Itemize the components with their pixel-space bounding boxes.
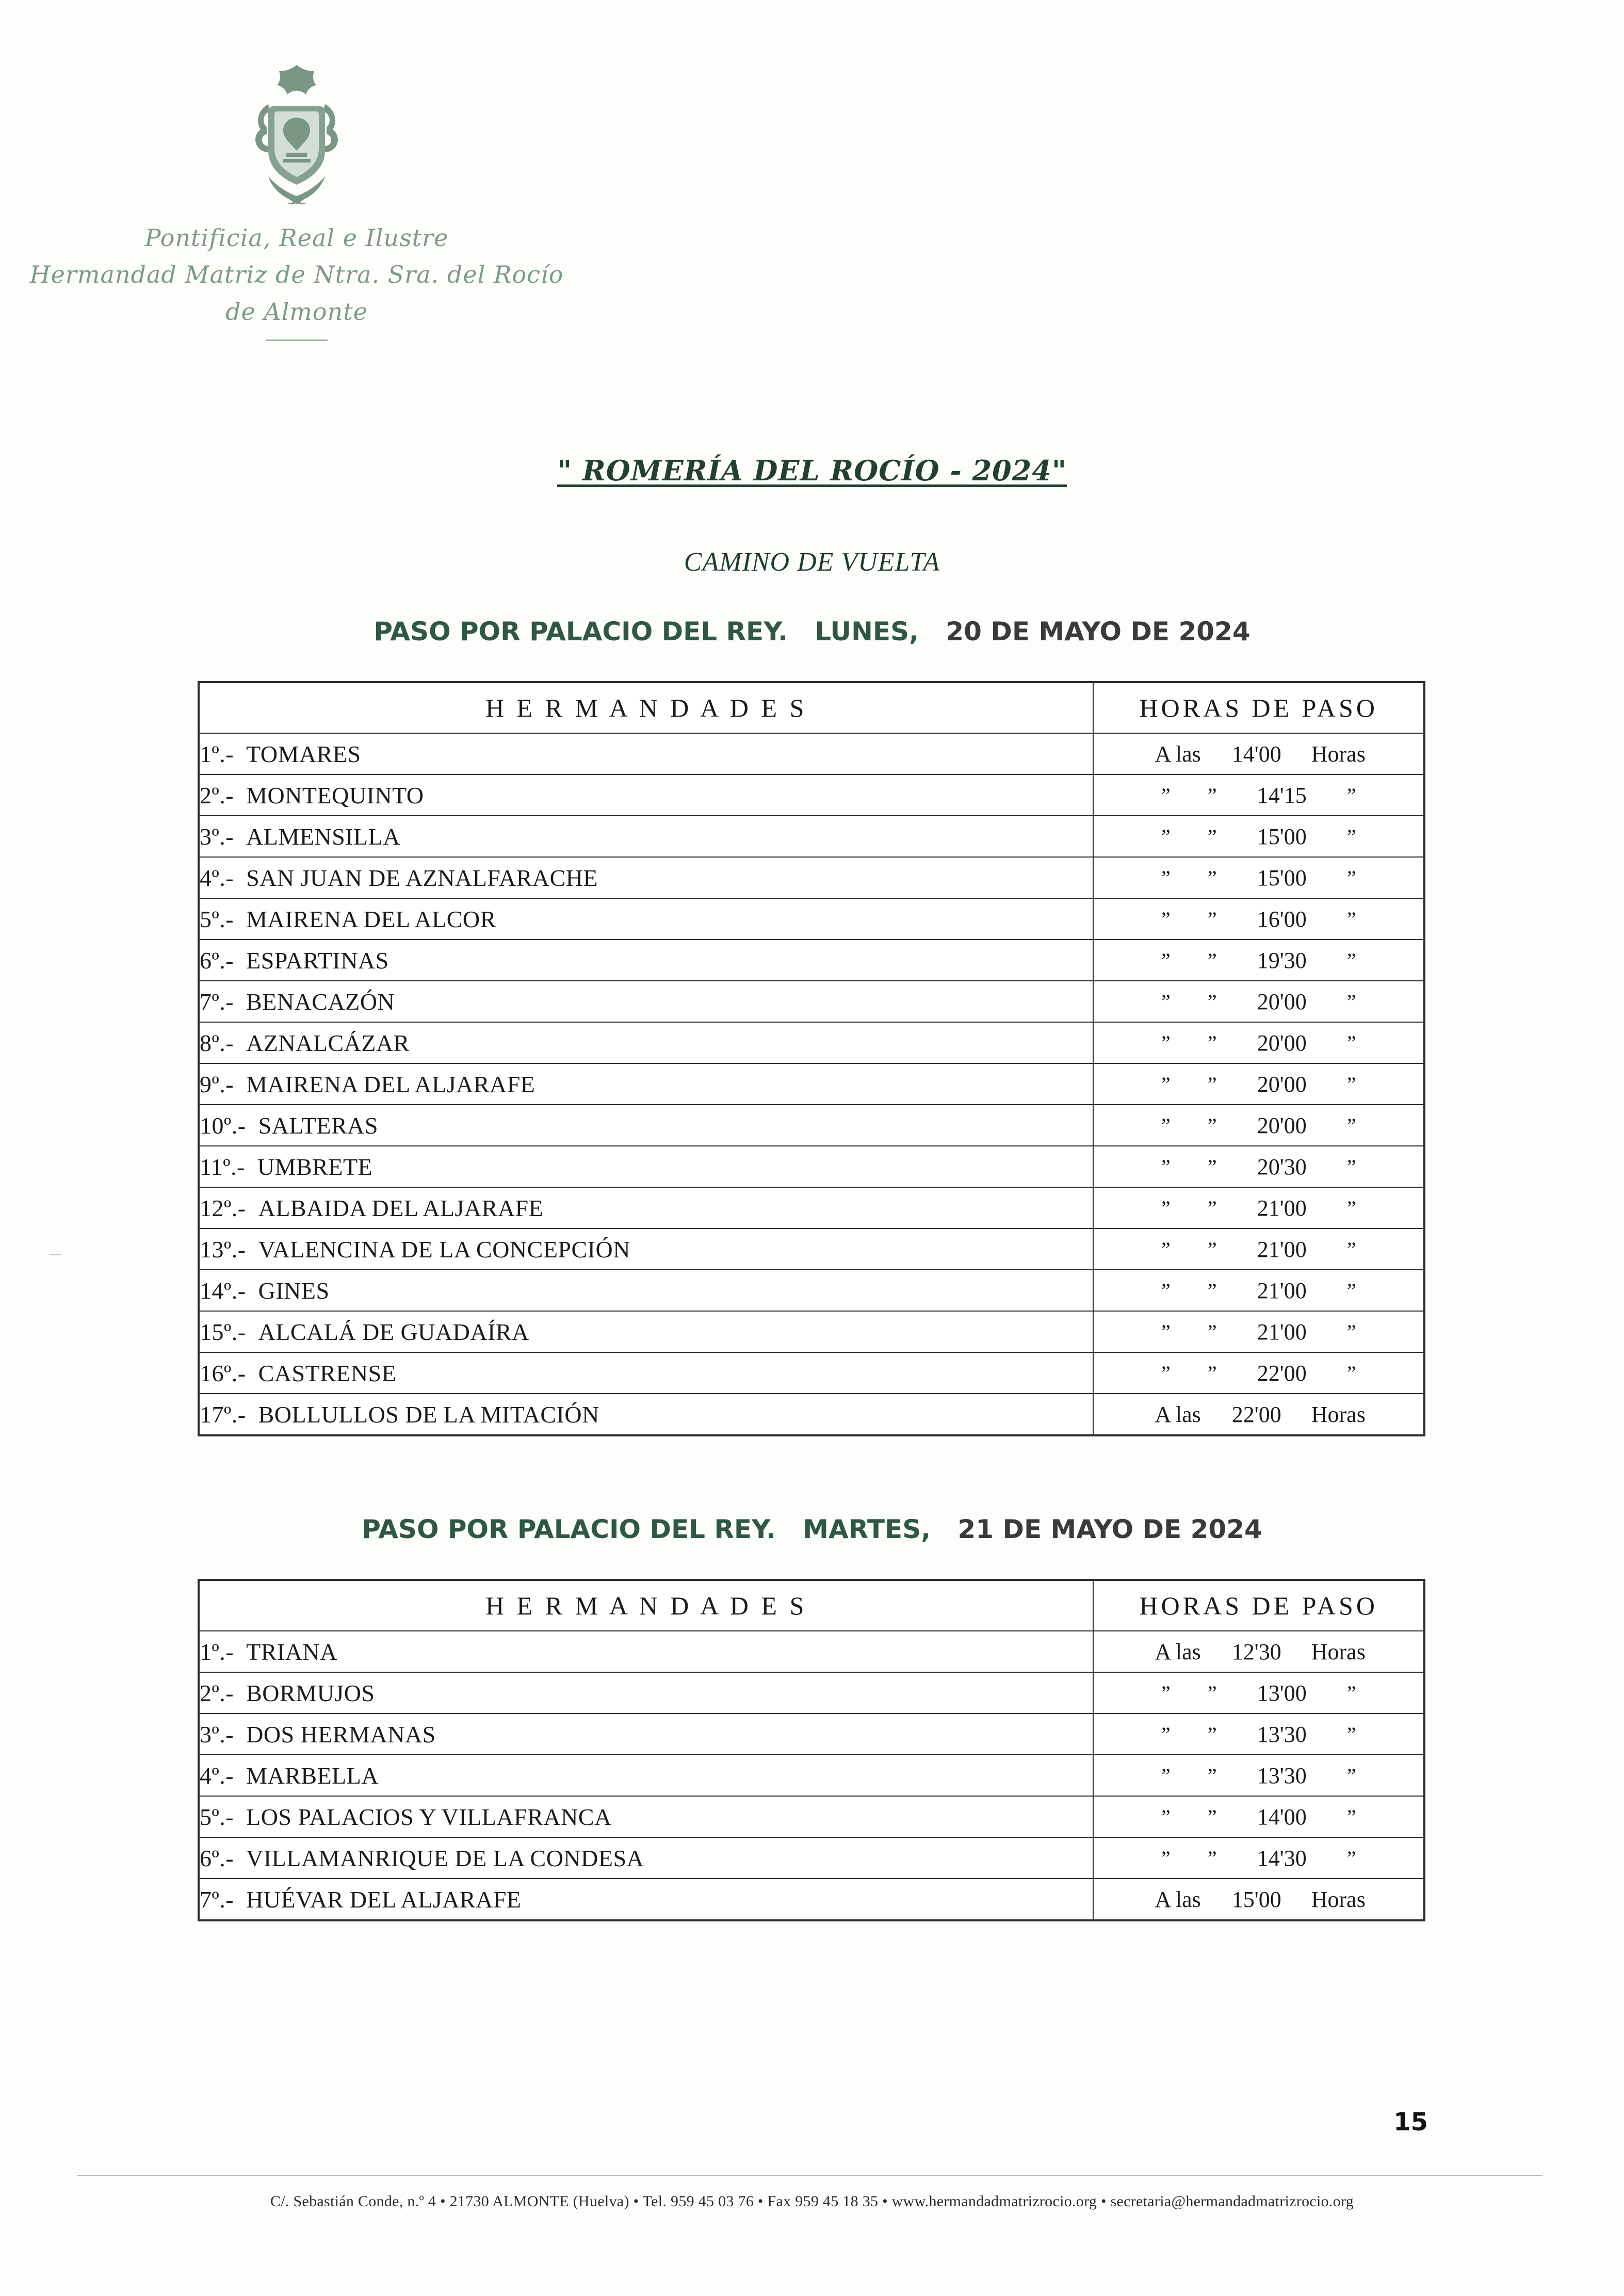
heraldic-crest-icon <box>237 57 356 206</box>
hora-suffix: ” <box>1346 1681 1356 1705</box>
section-heading-monday <box>0 617 1624 646</box>
hora-value: 15'00 <box>1257 865 1307 891</box>
table-header-row <box>199 1580 1424 1631</box>
section-heading-main-1: PASO POR PALACIO DEL REY. <box>362 1514 776 1544</box>
hora-suffix: ” <box>1346 1155 1356 1178</box>
row-name: SALTERAS <box>258 1112 378 1139</box>
hora-value: 21'00 <box>1257 1319 1307 1345</box>
hora-suffix: ” <box>1346 1361 1356 1385</box>
section-heading-main-0: PASO POR PALACIO DEL REY. <box>373 617 788 646</box>
hora-suffix: ” <box>1346 824 1356 848</box>
row-name: HUÉVAR DEL ALJARAFE <box>246 1886 522 1913</box>
hora-prefix: ” <box>1207 1764 1217 1787</box>
hora-prefix: ” <box>1207 1196 1217 1220</box>
cell-hermandad <box>199 1311 1093 1352</box>
cell-hermandad <box>199 1105 1093 1146</box>
hora-suffix: ” <box>1346 1072 1356 1096</box>
cell-hermandad <box>199 940 1093 981</box>
table-header-row <box>199 682 1424 733</box>
hora-suffix: ” <box>1346 907 1356 931</box>
hora-suffix: ” <box>1346 1805 1356 1829</box>
hora-value: 16'00 <box>1257 906 1307 932</box>
hora-value: 13'00 <box>1257 1680 1307 1706</box>
row-order: 5º.- <box>200 906 234 932</box>
table-row <box>199 857 1424 898</box>
cell-hermandad <box>199 1063 1093 1105</box>
row-name: MAIRENA DEL ALJARAFE <box>246 1071 535 1097</box>
row-name: MAIRENA DEL ALCOR <box>246 906 496 932</box>
hora-value: 22'00 <box>1257 1360 1307 1386</box>
table-row <box>199 898 1424 940</box>
hora-ditto-mark: ” <box>1161 990 1171 1013</box>
hora-suffix: ” <box>1346 1237 1356 1261</box>
row-name: MONTEQUINTO <box>246 782 424 809</box>
row-order: 15º.- <box>200 1318 246 1345</box>
cell-hora-paso <box>1093 1713 1424 1755</box>
hora-ditto-mark: ” <box>1161 1722 1171 1746</box>
hora-prefix: ” <box>1207 1237 1217 1261</box>
hora-prefix: ” <box>1207 907 1217 931</box>
cell-hora-paso <box>1093 1672 1424 1713</box>
row-order: 7º.- <box>200 1886 234 1913</box>
table-row <box>199 1755 1424 1796</box>
cell-hermandad <box>199 1270 1093 1311</box>
cell-hermandad <box>199 1228 1093 1270</box>
row-order: 4º.- <box>200 1762 234 1789</box>
row-order: 1º.- <box>200 1638 234 1665</box>
hora-suffix: ” <box>1346 1722 1356 1746</box>
scan-edge-mark <box>50 1254 61 1255</box>
hora-prefix: ” <box>1207 1722 1217 1746</box>
letterhead-line-1: Pontificia, Real e Ilustre <box>144 224 449 252</box>
hora-ditto-mark: ” <box>1161 1805 1171 1829</box>
hora-value: 14'00 <box>1231 741 1281 767</box>
table-row <box>199 1394 1424 1435</box>
letterhead-line-3: de Almonte <box>225 297 368 326</box>
row-order: 8º.- <box>200 1029 234 1056</box>
section-heading-date-0: 20 DE MAYO DE 2024 <box>946 617 1251 646</box>
column-header-hermandades: H E R M A N D A D E S <box>199 1580 1093 1631</box>
hora-value: 20'00 <box>1257 1112 1307 1138</box>
cell-hermandad <box>199 1187 1093 1228</box>
row-name: GINES <box>258 1277 330 1304</box>
footer-divider <box>77 2175 1542 2176</box>
row-order: 1º.- <box>200 740 234 767</box>
table-row <box>199 1146 1424 1187</box>
hora-suffix: ” <box>1346 1113 1356 1137</box>
footer-contact: C/. Sebastián Conde, n.º 4 • 21730 ALMONTE (Huelva) • Tel. 959 45 03 76 • Fax 959 45 18 35 • www.hermandadmatrizrocio.org • secretaria@hermandadmatrizrocio.org <box>270 2193 1354 2210</box>
row-name: CASTRENSE <box>258 1360 397 1386</box>
hora-suffix: ” <box>1346 1279 1356 1302</box>
hora-ditto-mark: ” <box>1161 1320 1171 1344</box>
hora-suffix: ” <box>1346 1846 1356 1870</box>
row-order: 12º.- <box>200 1194 246 1221</box>
hora-prefix: ” <box>1207 1320 1217 1344</box>
row-name: TRIANA <box>246 1638 337 1665</box>
letterhead <box>0 57 593 341</box>
schedule-table-monday <box>198 681 1425 1436</box>
cell-hermandad <box>199 1146 1093 1187</box>
hora-suffix: Horas <box>1311 1886 1366 1912</box>
hora-value: 20'00 <box>1257 1071 1307 1097</box>
table-row <box>199 1228 1424 1270</box>
row-order: 2º.- <box>200 1679 234 1706</box>
cell-hermandad <box>199 774 1093 816</box>
table-row <box>199 733 1424 774</box>
hora-ditto-mark: ” <box>1161 866 1171 890</box>
page-subtitle: CAMINO DE VUELTA <box>684 547 940 577</box>
hora-value: 14'30 <box>1257 1845 1307 1871</box>
hora-suffix: ” <box>1346 1320 1356 1344</box>
hora-ditto-mark: ” <box>1161 1196 1171 1220</box>
row-name: ALBAIDA DEL ALJARAFE <box>258 1194 544 1221</box>
row-order: 17º.- <box>200 1401 246 1428</box>
column-header-horas: HORAS DE PASO <box>1093 1580 1424 1631</box>
table-row <box>199 1311 1424 1352</box>
row-order: 6º.- <box>200 947 234 974</box>
cell-hermandad <box>199 1352 1093 1394</box>
cell-hermandad <box>199 733 1093 774</box>
hora-value: 21'00 <box>1257 1236 1307 1262</box>
letterhead-divider <box>266 339 328 341</box>
cell-hora-paso <box>1093 816 1424 857</box>
cell-hermandad <box>199 1755 1093 1796</box>
hora-ditto-mark: ” <box>1161 907 1171 931</box>
cell-hermandad <box>199 1631 1093 1672</box>
row-order: 16º.- <box>200 1360 246 1386</box>
table-row <box>199 1631 1424 1672</box>
table-row <box>199 1270 1424 1311</box>
section-heading-date-1: 21 DE MAYO DE 2024 <box>957 1514 1262 1544</box>
row-name: VILLAMANRIQUE DE LA CONDESA <box>246 1845 644 1871</box>
cell-hora-paso <box>1093 774 1424 816</box>
hora-prefix: ” <box>1207 1072 1217 1096</box>
hora-suffix: ” <box>1346 1031 1356 1055</box>
hora-prefix: ” <box>1207 1155 1217 1178</box>
cell-hora-paso <box>1093 898 1424 940</box>
hora-value: 20'00 <box>1257 1030 1307 1056</box>
hora-ditto-mark: ” <box>1161 1361 1171 1385</box>
hora-prefix: A las <box>1155 1639 1201 1664</box>
hora-value: 22'00 <box>1231 1401 1281 1427</box>
cell-hermandad <box>199 1879 1093 1920</box>
cell-hora-paso <box>1093 1187 1424 1228</box>
cell-hermandad <box>199 981 1093 1022</box>
cell-hora-paso <box>1093 1063 1424 1105</box>
table-row <box>199 1672 1424 1713</box>
hora-prefix: A las <box>1155 741 1201 767</box>
hora-ditto-mark: ” <box>1161 1237 1171 1261</box>
hora-suffix: Horas <box>1311 1639 1366 1664</box>
cell-hora-paso <box>1093 733 1424 774</box>
hora-ditto-mark: ” <box>1161 1072 1171 1096</box>
hora-ditto-mark: ” <box>1161 1681 1171 1705</box>
row-order: 3º.- <box>200 823 234 850</box>
row-order: 5º.- <box>200 1803 234 1830</box>
section-heading-tuesday <box>0 1514 1624 1544</box>
row-order: 3º.- <box>200 1721 234 1748</box>
cell-hora-paso <box>1093 1755 1424 1796</box>
hora-prefix: ” <box>1207 1805 1217 1829</box>
hora-suffix: ” <box>1346 1196 1356 1220</box>
row-name: DOS HERMANAS <box>246 1721 436 1748</box>
row-name: UMBRETE <box>257 1153 373 1180</box>
hora-prefix: ” <box>1207 1846 1217 1870</box>
hora-value: 21'00 <box>1257 1278 1307 1303</box>
hora-ditto-mark: ” <box>1161 948 1171 972</box>
cell-hermandad <box>199 1672 1093 1713</box>
hora-value: 15'00 <box>1231 1886 1281 1912</box>
hora-value: 20'00 <box>1257 989 1307 1014</box>
table-row <box>199 1187 1424 1228</box>
hora-prefix: ” <box>1207 824 1217 848</box>
cell-hermandad <box>199 1022 1093 1063</box>
row-name: ESPARTINAS <box>246 947 389 974</box>
row-name: BENACAZÓN <box>246 988 395 1015</box>
cell-hermandad <box>199 1837 1093 1879</box>
section-heading-day-1: MARTES, <box>803 1514 931 1544</box>
table-row <box>199 774 1424 816</box>
cell-hora-paso <box>1093 1270 1424 1311</box>
hora-prefix: ” <box>1207 1031 1217 1055</box>
cell-hora-paso <box>1093 1879 1424 1920</box>
hora-prefix: ” <box>1207 1113 1217 1137</box>
row-name: VALENCINA DE LA CONCEPCIÓN <box>258 1236 630 1263</box>
hora-prefix: A las <box>1155 1886 1201 1912</box>
table-row <box>199 1022 1424 1063</box>
row-name: BOLLULLOS DE LA MITACIÓN <box>258 1401 599 1428</box>
cell-hora-paso <box>1093 1631 1424 1672</box>
page-title <box>0 454 1624 487</box>
page-title-text: " ROMERÍA DEL ROCÍO - 2024" <box>557 454 1067 487</box>
row-order: 14º.- <box>200 1277 246 1304</box>
hora-prefix: ” <box>1207 990 1217 1013</box>
hora-ditto-mark: ” <box>1161 1031 1171 1055</box>
hora-value: 15'00 <box>1257 823 1307 849</box>
row-name: ALCALÁ DE GUADAÍRA <box>258 1318 529 1345</box>
cell-hora-paso <box>1093 981 1424 1022</box>
table-row <box>199 816 1424 857</box>
table-row <box>199 1879 1424 1920</box>
table-row <box>199 940 1424 981</box>
hora-prefix: ” <box>1207 1361 1217 1385</box>
cell-hora-paso <box>1093 1352 1424 1394</box>
column-header-hermandades: H E R M A N D A D E S <box>199 682 1093 733</box>
cell-hora-paso <box>1093 1146 1424 1187</box>
cell-hermandad <box>199 1713 1093 1755</box>
hora-ditto-mark: ” <box>1161 1846 1171 1870</box>
hora-value: 21'00 <box>1257 1195 1307 1221</box>
table-row <box>199 981 1424 1022</box>
hora-ditto-mark: ” <box>1161 1155 1171 1178</box>
row-name: BORMUJOS <box>246 1679 375 1706</box>
row-name: TOMARES <box>246 740 361 767</box>
row-order: 11º.- <box>200 1153 245 1180</box>
cell-hora-paso <box>1093 1228 1424 1270</box>
hora-ditto-mark: ” <box>1161 1113 1171 1137</box>
row-name: ALMENSILLA <box>246 823 400 850</box>
hora-suffix: ” <box>1346 1764 1356 1787</box>
hora-value: 14'15 <box>1257 782 1307 808</box>
row-name: LOS PALACIOS Y VILLAFRANCA <box>246 1803 612 1830</box>
cell-hermandad <box>199 1394 1093 1435</box>
hora-ditto-mark: ” <box>1161 783 1171 807</box>
row-order: 13º.- <box>200 1236 246 1263</box>
page-number: 15 <box>1393 2108 1428 2137</box>
cell-hora-paso <box>1093 940 1424 981</box>
hora-prefix: ” <box>1207 948 1217 972</box>
cell-hermandad <box>199 857 1093 898</box>
hora-suffix: Horas <box>1311 741 1366 767</box>
hora-value: 13'30 <box>1257 1721 1307 1747</box>
table-row <box>199 1837 1424 1879</box>
schedule-table-tuesday <box>198 1579 1425 1921</box>
cell-hora-paso <box>1093 1311 1424 1352</box>
row-order: 2º.- <box>200 782 234 809</box>
row-order: 7º.- <box>200 988 234 1015</box>
table-row <box>199 1063 1424 1105</box>
row-order: 4º.- <box>200 864 234 891</box>
hora-value: 19'30 <box>1257 947 1307 973</box>
row-order: 9º.- <box>200 1071 234 1097</box>
cell-hermandad <box>199 816 1093 857</box>
section-heading-day-0: LUNES, <box>815 617 919 646</box>
hora-prefix: ” <box>1207 1279 1217 1302</box>
cell-hora-paso <box>1093 1022 1424 1063</box>
hora-prefix: ” <box>1207 783 1217 807</box>
cell-hora-paso <box>1093 857 1424 898</box>
cell-hermandad <box>199 1796 1093 1837</box>
hora-value: 13'30 <box>1257 1763 1307 1788</box>
row-name: SAN JUAN DE AZNALFARACHE <box>246 864 598 891</box>
hora-prefix: ” <box>1207 866 1217 890</box>
hora-ditto-mark: ” <box>1161 1279 1171 1302</box>
hora-suffix: Horas <box>1311 1401 1366 1427</box>
cell-hora-paso <box>1093 1105 1424 1146</box>
hora-value: 20'30 <box>1257 1154 1307 1179</box>
table-row <box>199 1352 1424 1394</box>
cell-hermandad <box>199 898 1093 940</box>
letterhead-line-2: Hermandad Matriz de Ntra. Sra. del Rocío <box>29 261 564 289</box>
table-row <box>199 1713 1424 1755</box>
cell-hora-paso <box>1093 1837 1424 1879</box>
column-header-horas: HORAS DE PASO <box>1093 682 1424 733</box>
row-name: MARBELLA <box>246 1762 379 1789</box>
table-row <box>199 1105 1424 1146</box>
row-name: AZNALCÁZAR <box>246 1029 410 1056</box>
hora-suffix: ” <box>1346 990 1356 1013</box>
hora-ditto-mark: ” <box>1161 1764 1171 1787</box>
hora-suffix: ” <box>1346 866 1356 890</box>
table-row <box>199 1796 1424 1837</box>
hora-prefix: ” <box>1207 1681 1217 1705</box>
hora-value: 12'30 <box>1231 1639 1281 1664</box>
hora-suffix: ” <box>1346 948 1356 972</box>
hora-value: 14'00 <box>1257 1804 1307 1830</box>
cell-hora-paso <box>1093 1796 1424 1837</box>
hora-ditto-mark: ” <box>1161 824 1171 848</box>
hora-prefix: A las <box>1155 1401 1201 1427</box>
hora-suffix: ” <box>1346 783 1356 807</box>
row-order: 10º.- <box>200 1112 246 1139</box>
row-order: 6º.- <box>200 1845 234 1871</box>
cell-hora-paso <box>1093 1394 1424 1435</box>
